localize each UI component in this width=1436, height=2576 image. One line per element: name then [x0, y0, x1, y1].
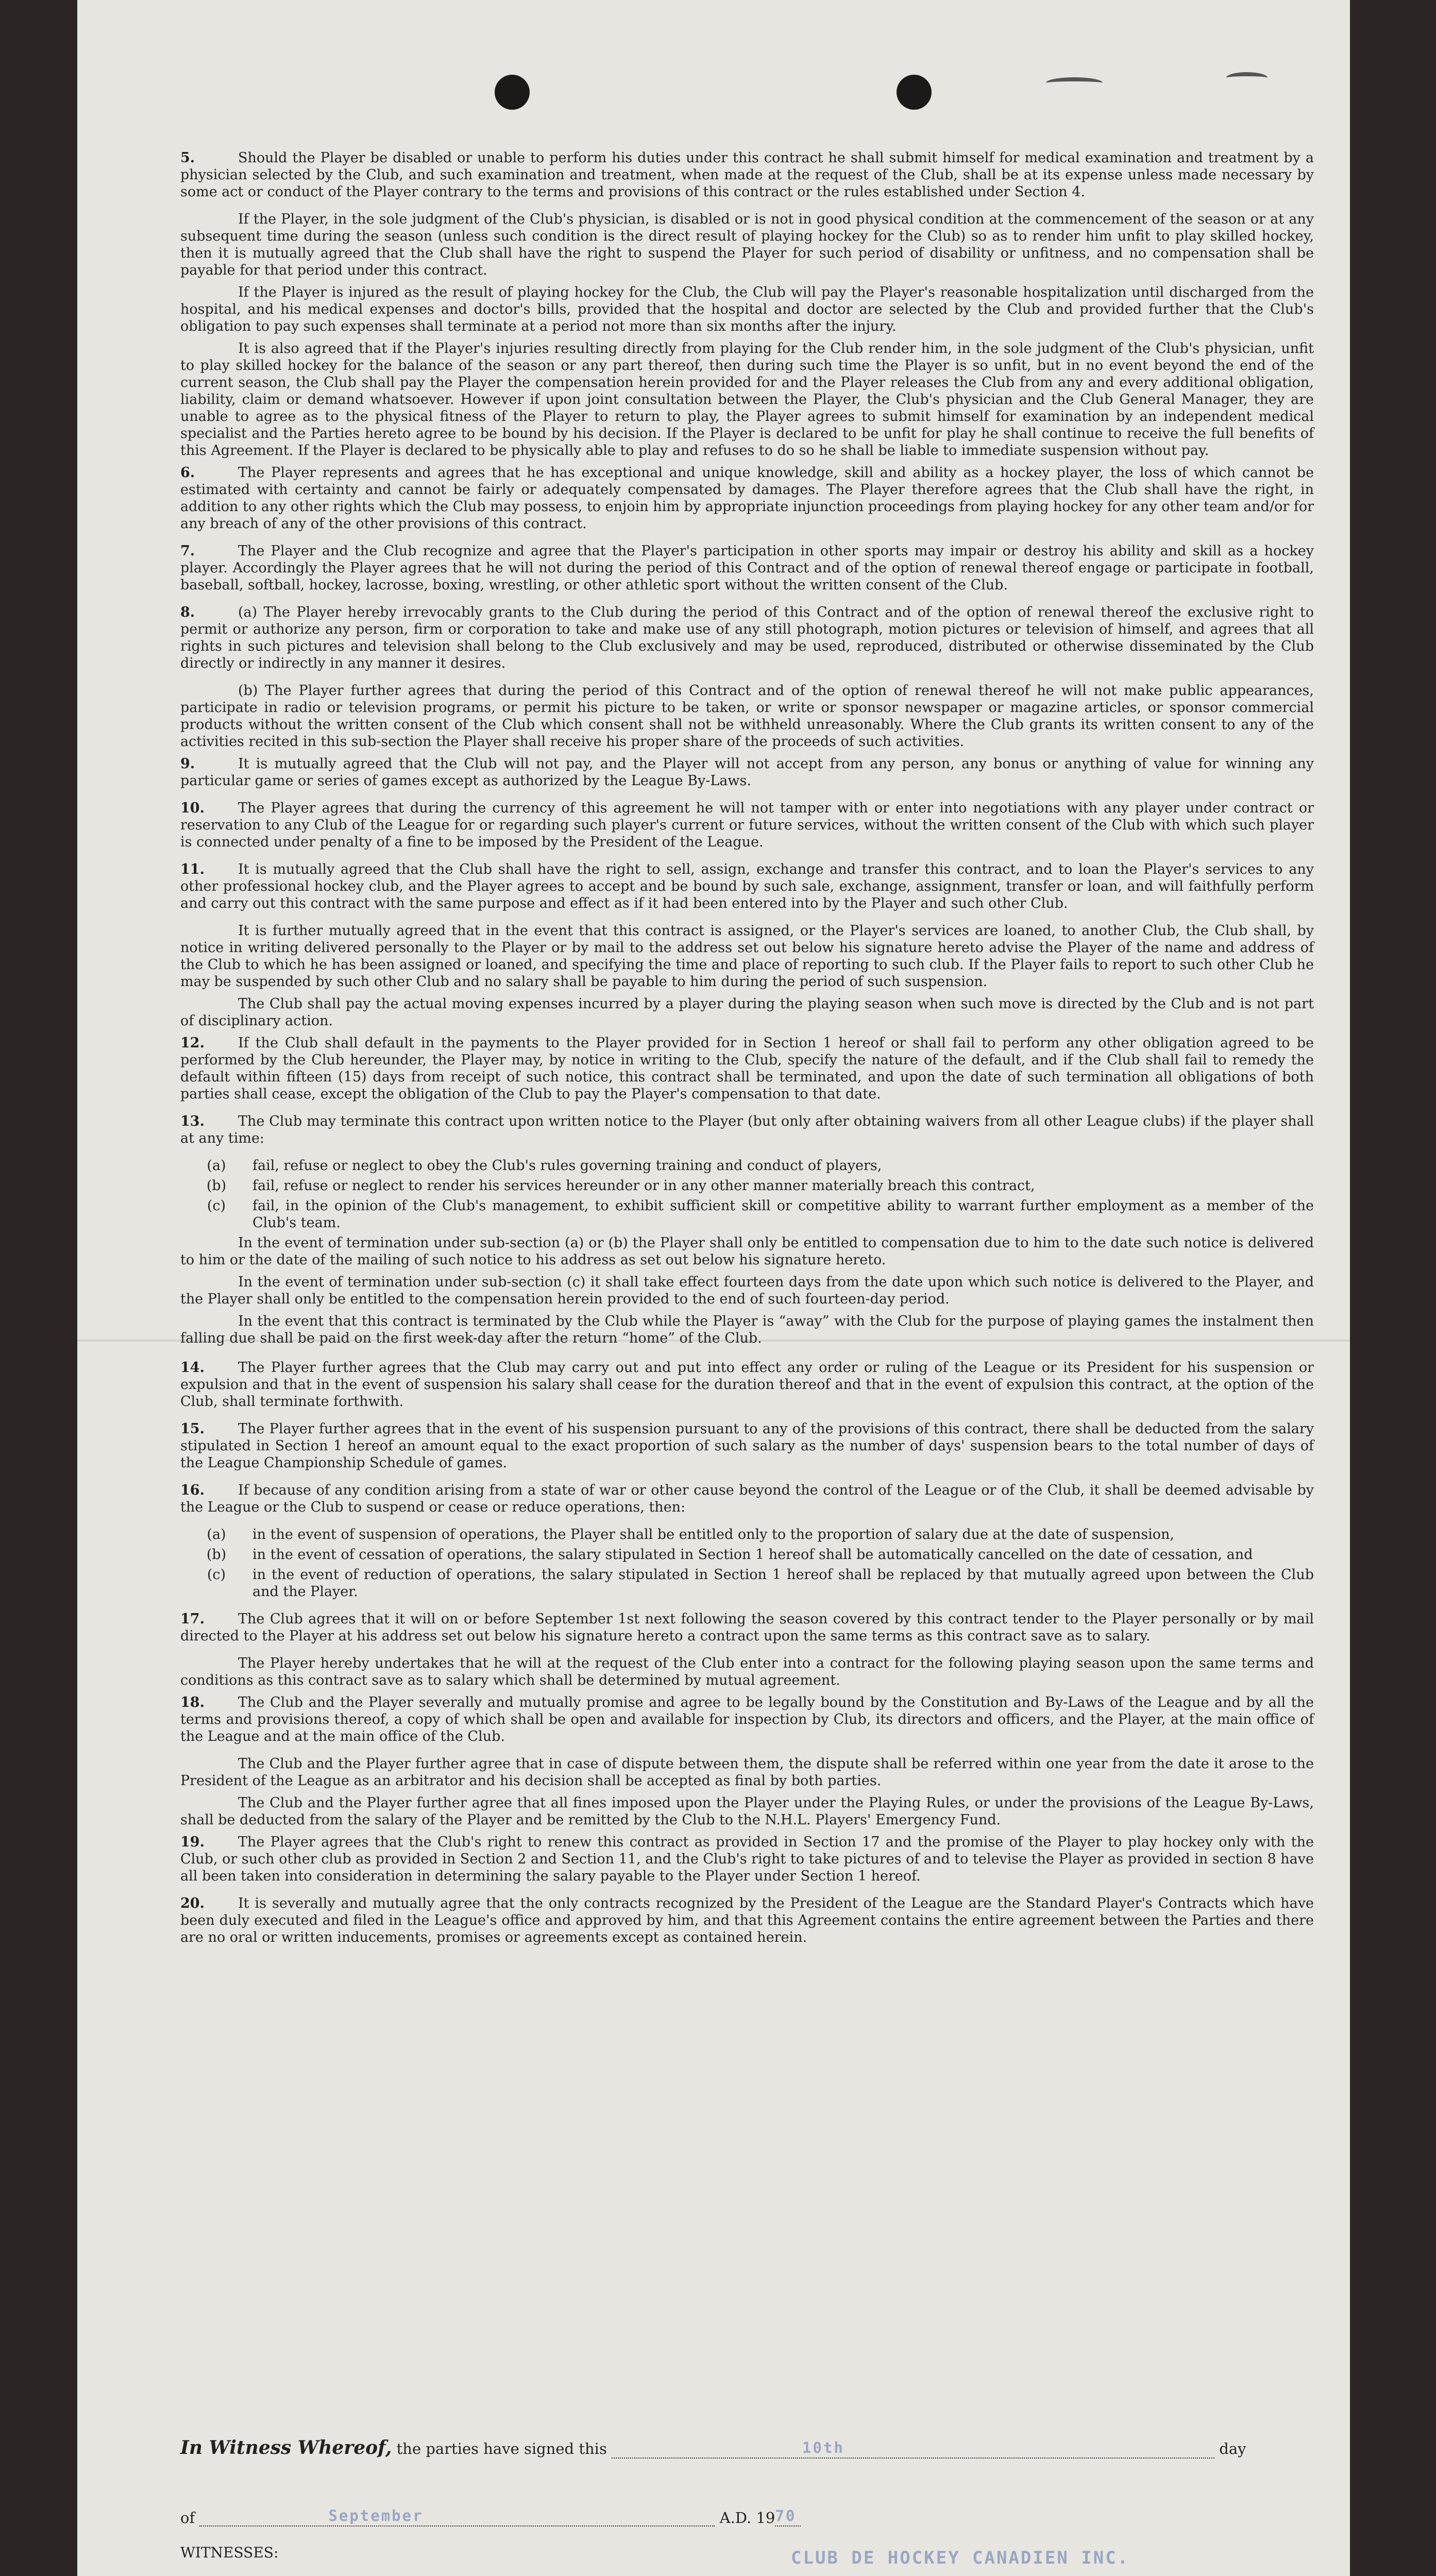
clause-text: The Player represents and agrees that he has exceptional and unique knowledge, skill and ability as a hockey player, the loss of which cannot be estimated with certainty and cannot be fairly or adequately compensated by damages. The Player therefore agrees that the Club shall have the right, in addition to any other rights which the Club may possess, to enjoin him by appropriate injunction proceedings from playing hockey for any other team and/or for any breach of any of the other provisions of this contract. [180, 465, 1314, 532]
clause-paragraph [180, 1794, 1314, 1828]
pencil-mark [1226, 72, 1268, 83]
clause-paragraph [180, 861, 1314, 912]
clause-text: If the Player is injured as the result of playing hockey for the Club, the Club will pay the Player's reasonable hospitalization until discharged from the hospital, and his medical expenses and doctor's bills, provided that the hospital and doctor are selected by the Club and provided further that the Club's obligation to pay such expenses shall terminate at a period not more than six months after the injury. [180, 284, 1314, 334]
clause-paragraph [180, 149, 1314, 200]
clause-paragraph [180, 682, 1314, 750]
clause-paragraph [180, 1655, 1314, 1689]
clause-text: The Club shall pay the actual moving expenses incurred by a player during the playing season when such move is directed by the Club and is not part of disciplinary action. [180, 996, 1314, 1029]
sub-item-label: (b) [206, 1547, 227, 1563]
clause-number: 10. [180, 800, 205, 816]
clause-13 [180, 1113, 1314, 1147]
clause-paragraph [180, 1834, 1314, 1885]
clause-number: 6. [180, 465, 195, 481]
sub-item-text: in the event of suspension of operations, the Player shall be entitled only to the proportion of salary due at the date of suspension, [252, 1527, 1175, 1543]
sub-item-label: (c) [207, 1567, 226, 1583]
clause-text: (b) The Player further agrees that during the period of this Contract and of the option of renewal thereof he will not make public appearances, participate in radio or television programs, or permit his picture to be taken, or write or sponsor newspaper or magazine articles, or sponsor commercial products without the written consent of the Club which consent shall not be withheld unreasonably. Where the Club grants its written consent to any of the activities recited in this sub-section the Player shall receive his proper share of the proceeds of such activities. [180, 683, 1314, 750]
clause-text: It is severally and mutually agree that the only contracts recognized by the President of the League are the Standard Player's Contracts which have been duly executed and filed in the League's office and approved by him, and that this Agreement contains the entire agreement between the Parties and there are no oral or written inducements, promises or agreements except as contained herein. [180, 1895, 1314, 1945]
clause-number: 20. [180, 1895, 205, 1911]
clause-text: The Club agrees that it will on or before September 1st next following the season covered by this contract tender to the Player personally or by mail directed to the Player at his address set out below his signature hereto a contract upon the same terms as this contract save as to salary. [180, 1611, 1314, 1644]
clause-text: The Club and the Player further agree that in case of dispute between them, the dispute shall be referred within one year from the date it arose to the President of the League as an arbitrator and his decision shall be accepted as final by both parties. [180, 1756, 1314, 1789]
fold-crease [77, 1340, 1350, 1342]
clause-paragraph [180, 1420, 1314, 1471]
sub-item [180, 1157, 1314, 1174]
day-value: 10th [802, 2439, 844, 2456]
clause-number: 5. [180, 150, 195, 166]
clause-paragraph [180, 995, 1314, 1029]
clause-text: If because of any condition arising from a state of war or other cause beyond the control of the League or of the Club, it shall be deemed advisable by the League or the Club to suspend or cease or reduce operations, then: [180, 1482, 1314, 1515]
year-value: 70 [775, 2507, 797, 2524]
clause-paragraph [180, 1359, 1314, 1410]
clause-text: The Player further agrees that the Club may carry out and put into effect any order or ruling of the League or its President for his suspension or expulsion and that in the event of suspension his salary shall cease for the duration thereof and that in the event of expulsion this contract, at the option of the Club, shall terminate forthwith. [180, 1360, 1314, 1410]
sub-item-text: fail, in the opinion of the Club's management, to exhibit sufficient skill or competitive ability to warrant further employment as a member of the Club's team. [252, 1198, 1314, 1231]
clause-text: If the Club shall default in the payments to the Player provided for in Section 1 hereof or shall fail to perform any other obligation agreed to be performed by the Club hereunder, the Player may, by notice in writing to the Club, specify the nature of the default, and if the Club shall fail to remedy the default within fifteen (15) days from receipt of such notice, this contract shall be terminated, and upon the date of such termination all obligations of both parties shall cease, except the obligation of the Club to pay the Player's compensation to that date. [180, 1035, 1314, 1102]
of-label: of [180, 2509, 195, 2527]
clause-number: 11. [180, 861, 205, 877]
month-field [199, 2507, 715, 2527]
clause-text: It is mutually agreed that the Club will not pay, and the Player will not accept from any person, any bonus or anything of value for winning any particular game or series of games except as authorized by the League By-Laws. [180, 756, 1314, 789]
clause-text: In the event of termination under sub-section (a) or (b) the Player shall only be entitled to compensation due to him to the date such notice is delivered to him or the date of the mailing of such notice to his address as set out below his signature hereto. [180, 1235, 1314, 1268]
ad-label: A.D. 19 [719, 2509, 775, 2527]
clause-paragraph [180, 604, 1314, 672]
date-line [180, 2509, 801, 2527]
sub-item-label: (c) [207, 1198, 226, 1214]
clause-text: The Club and the Player further agree that all fines imposed upon the Player under the Playing Rules, or under the provisions of the League By-Laws, shall be deducted from the salary of the Player and be remitted by the Club to the N.H.L. Players' Emergency Fund. [180, 1795, 1314, 1828]
clause-continuation [180, 1234, 1314, 1268]
sub-item-label: (a) [207, 1527, 226, 1543]
sub-item-text: fail, refuse or neglect to render his services hereunder or in any other manner materially breach this contract, [252, 1178, 1035, 1194]
punch-hole [495, 75, 530, 110]
clause-text: In the event of termination under sub-section (c) it shall take effect fourteen days from the date upon which such notice is delivered to the Player, and the Player shall only be entitled to the compensation herein provided to the end of such fourteen-day period. [180, 1274, 1314, 1307]
month-value: September [328, 2507, 424, 2524]
clause-text: The Player further agrees that in the event of his suspension pursuant to any of the provisions of this contract, there shall be deducted from the salary stipulated in Section 1 hereof an amount equal to the exact proportion of such salary as the number of days' suspension bears to the total number of days of the League Championship Schedule of games. [180, 1421, 1314, 1471]
clause-paragraph [180, 1895, 1314, 1946]
clause-paragraph [180, 755, 1314, 789]
witness-text: the parties have signed this [396, 2440, 607, 2458]
clause-text: The Club and the Player severally and mutually promise and agree to be legally bound by the Constitution and By-Laws of the League and by all the terms and provisions thereof, a copy of which shall be open and available for inspection by Club, its directors and officers, and the Player, at the main office of the League and at the main office of the Club. [180, 1694, 1314, 1744]
clause-paragraph [180, 800, 1314, 851]
clause-number: 14. [180, 1360, 205, 1376]
clause-number: 9. [180, 756, 195, 772]
punch-hole [897, 75, 932, 110]
sub-item [180, 1177, 1314, 1194]
clause-number: 18. [180, 1694, 205, 1710]
sub-item-text: in the event of reduction of operations, the salary stipulated in Section 1 hereof shall be replaced by that mutually agreed upon between the Club and the Player. [252, 1567, 1314, 1600]
clause-paragraph [180, 1755, 1314, 1789]
sub-item-text: fail, refuse or neglect to obey the Club's rules governing training and conduct of players, [252, 1158, 882, 1174]
clause-text: It is mutually agreed that the Club shall have the right to sell, assign, exchange and transfer this contract, and to loan the Player's services to any other professional hockey club, and the Player agrees to accept and be bound by such sale, exchange, assignment, transfer or loan, and will faithfully perform and carry out this contract with the same purpose and effect as if it had been entered into by the Player and such other Club. [180, 861, 1314, 911]
sub-item [180, 1197, 1314, 1231]
contract-page [77, 0, 1350, 2576]
day-field [612, 2439, 1214, 2459]
clause-paragraph [180, 922, 1314, 990]
clause-text: It is further mutually agreed that in the event that this contract is assigned, or the Player's services are loaned, to another Club, the Club shall, by notice in writing delivered personally to the Player or by mail to the address set out below his signature hereto advise the Player of the name and address of the Club to which he has been assigned or loaned, and specifying the time and place of reporting to such club. If the Player fails to report to such other Club he may be suspended by such other Club and no salary shall be payable to him during the period of such suspension. [180, 923, 1314, 990]
clause-text: The Player hereby undertakes that he will at the request of the Club enter into a contract for the following playing season upon the same terms and conditions as this contract save as to salary which shall be determined by mutual agreement. [180, 1655, 1314, 1688]
day-label: day [1219, 2440, 1246, 2458]
clause-text: The Player agrees that the Club's right to renew this contract as provided in Section 17 and the promise of the Player to play hockey only with the Club, or such other club as provided in Section 2 and Section 11, and the Club's right to take pictures of and to televise the Player as provided in section 8 have all been taken into consideration in determining the salary payable to the Player under Section 1 hereof. [180, 1834, 1314, 1884]
clause-number: 8. [180, 604, 195, 620]
sub-item-label: (b) [206, 1178, 227, 1194]
clause-number: 19. [180, 1834, 205, 1850]
clause-16 [180, 1482, 1314, 1516]
clause-paragraph [180, 211, 1314, 279]
clause-number: 13. [180, 1113, 205, 1129]
clause-number: 7. [180, 543, 195, 559]
clause-paragraph [180, 1035, 1314, 1103]
clause-number: 12. [180, 1035, 205, 1051]
sub-item [180, 1526, 1314, 1543]
clause-text: If the Player, in the sole judgment of the Club's physician, is disabled or is not in good physical condition at the commencement of the season or at any subsequent time during the season (unless such condition is the direct result of playing hockey for the Club) so as to render him unfit to play skilled hockey, then it is mutually agreed that the Club shall have the right to suspend the Player for such period of disability or unfitness, and no compensation shall be payable for that period under this contract. [180, 211, 1314, 278]
sub-item [180, 1566, 1314, 1600]
witness-whereof: In Witness Whereof, [180, 2437, 392, 2459]
year-field [775, 2507, 801, 2527]
clause-paragraph [180, 1611, 1314, 1645]
clause-paragraph [180, 340, 1314, 459]
clause-text: The Club may terminate this contract upon written notice to the Player (but only after obtaining waivers from all other League clubs) if the player shall at any time: [180, 1113, 1314, 1146]
clause-continuation [180, 1274, 1314, 1308]
witness-line [180, 2437, 1246, 2459]
pencil-mark [1046, 77, 1103, 89]
clause-continuation [180, 1313, 1314, 1347]
clause-number: 16. [180, 1482, 205, 1498]
clause-text: In the event that this contract is terminated by the Club while the Player is “away” with the Club for the purpose of playing games the instalment then falling due shall be paid on the first week-day after the return “home” of the Club. [180, 1313, 1314, 1346]
clause-paragraph [180, 464, 1314, 532]
clause-number: 15. [180, 1421, 205, 1437]
sub-item [180, 1546, 1314, 1563]
clause-text: It is also agreed that if the Player's injuries resulting directly from playing for the Club render him, in the sole judgment of the Club's physician, unfit to play skilled hockey for the balance of the season or any part thereof, then during such time the Player is so unfit, but in no event beyond the end of the current season, the Club shall pay the Player the compensation herein provided for and the Player releases the Club from any and every additional obligation, liability, claim or demand whatsoever. However if upon joint consultation between the Player, the Club's physician and the Club General Manager, they are unable to agree as to the physical fitness of the Player to return to play, the Player agrees to submit himself for examination by an independent medical specialist and the Parties hereto agree to be bound by his decision. If the Player is declared to be unfit for play he shall continue to receive the full benefits of this Agreement. If the Player is declared to be physically able to play and refuses to do so he shall be liable to immediate suspension without pay. [180, 341, 1314, 459]
sub-item-label: (a) [207, 1158, 226, 1174]
clause-text: Should the Player be disabled or unable to perform his duties under this contract he shall submit himself for medical examination and treatment by a physician selected by the Club, and such examination and treatment, when made at the request of the Club, shall be at its expense unless made necessary by some act or conduct of the Player contrary to the terms and provisions of this contract or the rules established under Section 4. [180, 150, 1314, 200]
clause-text: (a) The Player hereby irrevocably grants to the Club during the period of this Contract and of the option of renewal thereof the exclusive right to permit or authorize any person, firm or corporation to take and make use of any still photograph, motion pictures or television of himself, and agrees that all rights in such pictures and television shall belong to the Club exclusively and may be used, reproduced, distributed or otherwise disseminated by the Club directly or indirectly in any manner it desires. [180, 604, 1314, 671]
clause-text: The Player and the Club recognize and agree that the Player's participation in other sports may impair or destroy his ability and skill as a hockey player. Accordingly the Player agrees that he will not during the period of this Contract and of the option of renewal thereof engage or participate in football, baseball, softball, hockey, lacrosse, boxing, wrestling, or other athletic sport without the written consent of the Club. [180, 543, 1314, 593]
witnesses-label: WITNESSES: [180, 2544, 279, 2561]
clause-paragraph [180, 543, 1314, 594]
clause-text: The Player agrees that during the currency of this agreement he will not tamper with or enter into negotiations with any player under contract or reservation to any Club of the League for or regarding such player's current or future services, without the written consent of the Club with which such player is connected under penalty of a fine to be imposed by the President of the League. [180, 800, 1314, 850]
club-value: CLUB DE HOCKEY CANADIEN INC. [791, 2548, 1130, 2568]
clause-paragraph [180, 1694, 1314, 1745]
clause-paragraph [180, 284, 1314, 335]
sub-item-text: in the event of cessation of operations, the salary stipulated in Section 1 hereof shall be automatically cancelled on the date of cessation, and [252, 1547, 1253, 1563]
contract-clauses [180, 149, 1314, 1946]
clause-number: 17. [180, 1611, 205, 1627]
